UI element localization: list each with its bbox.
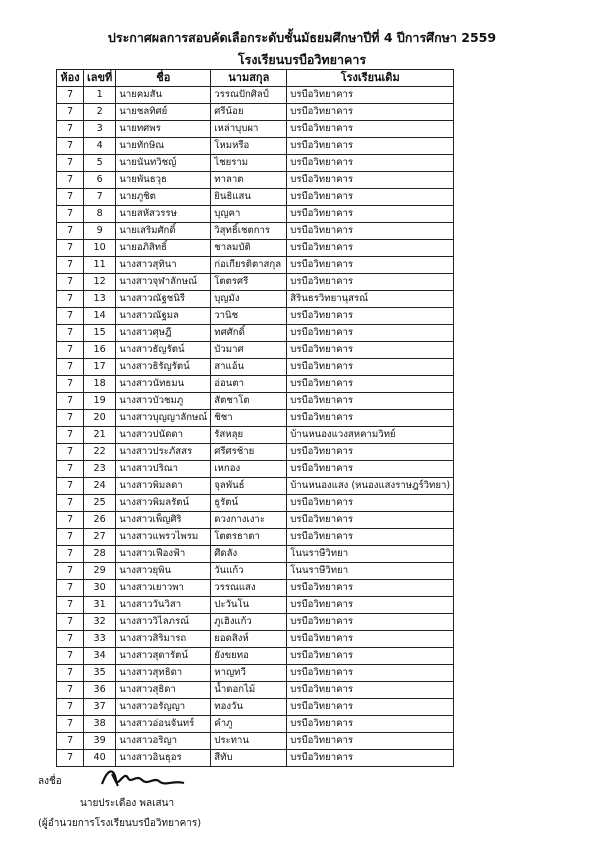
cell-room: 7: [57, 563, 84, 580]
cell-last-name: ทศศักดิ์: [211, 325, 287, 342]
cell-first-name: นางสาวศุษฎี: [116, 325, 211, 342]
cell-last-name: ศีดลัง: [211, 546, 287, 563]
cell-previous-school: บรบือวิทยาคาร: [287, 325, 454, 342]
cell-room: 7: [57, 512, 84, 529]
cell-last-name: ชิชา: [211, 410, 287, 427]
cell-number: 37: [84, 699, 116, 716]
cell-number: 31: [84, 597, 116, 614]
cell-first-name: นางสาวสิริมารถ: [116, 631, 211, 648]
table-row: [57, 495, 454, 512]
cell-previous-school: บรบือวิทยาคาร: [287, 257, 454, 274]
table-row: [57, 682, 454, 699]
cell-previous-school: บ้านหนองแวงสหคามวิทย์: [287, 427, 454, 444]
cell-room: 7: [57, 495, 84, 512]
cell-first-name: นางสาวธิรัญรัตน์: [116, 359, 211, 376]
cell-number: 40: [84, 750, 116, 767]
table-row: [57, 614, 454, 631]
cell-last-name: สาแอ้น: [211, 359, 287, 376]
cell-first-name: นายอภิสิทธิ์: [116, 240, 211, 257]
cell-last-name: สัตชาโต: [211, 393, 287, 410]
cell-last-name: โหมหรือ: [211, 138, 287, 155]
cell-last-name: ยินธิแสน: [211, 189, 287, 206]
cell-previous-school: โนนราษีวิทยา: [287, 546, 454, 563]
cell-room: 7: [57, 121, 84, 138]
cell-last-name: วรรณปักศิลป์: [211, 87, 287, 104]
cell-last-name: ก่อเกียรติตาสกุล: [211, 257, 287, 274]
table-row: [57, 716, 454, 733]
cell-previous-school: บรบือวิทยาคาร: [287, 189, 454, 206]
header-previous-school: โรงเรียนเดิม: [287, 70, 454, 87]
cell-number: 12: [84, 274, 116, 291]
cell-number: 27: [84, 529, 116, 546]
cell-room: 7: [57, 716, 84, 733]
cell-room: 7: [57, 189, 84, 206]
cell-first-name: นายนันทวิชญ์: [116, 155, 211, 172]
cell-previous-school: บรบือวิทยาคาร: [287, 87, 454, 104]
cell-room: 7: [57, 648, 84, 665]
cell-previous-school: บรบือวิทยาคาร: [287, 393, 454, 410]
cell-room: 7: [57, 699, 84, 716]
cell-last-name: หาญทวี: [211, 665, 287, 682]
cell-number: 29: [84, 563, 116, 580]
cell-previous-school: บรบือวิทยาคาร: [287, 580, 454, 597]
cell-last-name: วันแก้ว: [211, 563, 287, 580]
cell-number: 13: [84, 291, 116, 308]
cell-room: 7: [57, 733, 84, 750]
cell-room: 7: [57, 87, 84, 104]
cell-room: 7: [57, 631, 84, 648]
cell-previous-school: บรบือวิทยาคาร: [287, 206, 454, 223]
cell-room: 7: [57, 172, 84, 189]
cell-room: 7: [57, 665, 84, 682]
cell-first-name: นางสาวพิมลรัตน์: [116, 495, 211, 512]
cell-previous-school: โนนราษีวิทยา: [287, 563, 454, 580]
cell-last-name: ทาลาต: [211, 172, 287, 189]
table-row: [57, 155, 454, 172]
cell-number: 33: [84, 631, 116, 648]
cell-room: 7: [57, 546, 84, 563]
cell-previous-school: บรบือวิทยาคาร: [287, 308, 454, 325]
cell-first-name: นายชลทิศย์: [116, 104, 211, 121]
table-row: [57, 461, 454, 478]
cell-last-name: ปะวันโน: [211, 597, 287, 614]
table-row: [57, 529, 454, 546]
cell-first-name: นางสาวธัญรัตน์: [116, 342, 211, 359]
cell-previous-school: บรบือวิทยาคาร: [287, 733, 454, 750]
cell-first-name: นางสาวเยาวพา: [116, 580, 211, 597]
cell-room: 7: [57, 580, 84, 597]
cell-previous-school: บรบือวิทยาคาร: [287, 410, 454, 427]
header-first-name: ชื่อ: [116, 70, 211, 87]
cell-last-name: รัสหลุย: [211, 427, 287, 444]
cell-number: 24: [84, 478, 116, 495]
cell-number: 9: [84, 223, 116, 240]
cell-number: 32: [84, 614, 116, 631]
cell-room: 7: [57, 410, 84, 427]
table-row: [57, 325, 454, 342]
cell-previous-school: บรบือวิทยาคาร: [287, 648, 454, 665]
cell-room: 7: [57, 308, 84, 325]
cell-first-name: นายทศพร: [116, 121, 211, 138]
cell-number: 6: [84, 172, 116, 189]
cell-number: 20: [84, 410, 116, 427]
cell-first-name: นางสาวอ่อนจันทร์: [116, 716, 211, 733]
cell-number: 3: [84, 121, 116, 138]
cell-number: 18: [84, 376, 116, 393]
cell-previous-school: บรบือวิทยาคาร: [287, 529, 454, 546]
cell-last-name: บัวมาศ: [211, 342, 287, 359]
cell-room: 7: [57, 376, 84, 393]
cell-number: 39: [84, 733, 116, 750]
cell-number: 35: [84, 665, 116, 682]
cell-first-name: นางสาวสุทินา: [116, 257, 211, 274]
school-name-heading: โรงเรียนบรบือวิทยาคาร: [237, 52, 367, 67]
cell-last-name: เหกอง: [211, 461, 287, 478]
cell-number: 34: [84, 648, 116, 665]
cell-previous-school: บรบือวิทยาคาร: [287, 495, 454, 512]
cell-first-name: นางสาวอริญา: [116, 733, 211, 750]
cell-room: 7: [57, 614, 84, 631]
cell-first-name: นางสาวยุพิน: [116, 563, 211, 580]
cell-first-name: นายเสริมศักดิ์: [116, 223, 211, 240]
cell-number: 23: [84, 461, 116, 478]
cell-room: 7: [57, 223, 84, 240]
table-row: [57, 172, 454, 189]
table-row: [57, 121, 454, 138]
cell-previous-school: บรบือวิทยาคาร: [287, 223, 454, 240]
cell-number: 36: [84, 682, 116, 699]
cell-first-name: นางสาวบุญญาลักษณ์: [116, 410, 211, 427]
cell-number: 16: [84, 342, 116, 359]
table-row: [57, 427, 454, 444]
cell-room: 7: [57, 682, 84, 699]
cell-first-name: นางสาวปริณา: [116, 461, 211, 478]
table-row: [57, 291, 454, 308]
cell-last-name: ศรีศรช้าย: [211, 444, 287, 461]
cell-room: 7: [57, 461, 84, 478]
table-row: [57, 546, 454, 563]
cell-previous-school: บรบือวิทยาคาร: [287, 444, 454, 461]
cell-first-name: นายคมสัน: [116, 87, 211, 104]
signatory-name: นายประเดือง พลเสนา: [80, 798, 175, 809]
cell-number: 2: [84, 104, 116, 121]
cell-room: 7: [57, 155, 84, 172]
cell-previous-school: บรบือวิทยาคาร: [287, 172, 454, 189]
handwritten-signature: [98, 764, 188, 790]
cell-last-name: ทองวัน: [211, 699, 287, 716]
cell-first-name: นางสาวสุทธิดา: [116, 665, 211, 682]
cell-number: 4: [84, 138, 116, 155]
cell-number: 11: [84, 257, 116, 274]
cell-first-name: นางสาวเฟืองฟ้า: [116, 546, 211, 563]
cell-room: 7: [57, 444, 84, 461]
cell-first-name: นางสาวเพ็ญศิริ: [116, 512, 211, 529]
table-row: [57, 444, 454, 461]
page-title: ประกาศผลการสอบคัดเลือกระดับชั้นมัธยมศึกษาปีที่ 4 ปีการศึกษา 2559: [107, 30, 497, 45]
cell-previous-school: บรบือวิทยาคาร: [287, 155, 454, 172]
cell-room: 7: [57, 240, 84, 257]
cell-last-name: ยอดสิงห์: [211, 631, 287, 648]
cell-last-name: โตตรธาตา: [211, 529, 287, 546]
cell-first-name: นายภูชิต: [116, 189, 211, 206]
table-header-row: [57, 70, 454, 87]
cell-number: 38: [84, 716, 116, 733]
cell-first-name: นางสาวจุฬาลักษณ์: [116, 274, 211, 291]
cell-previous-school: บรบือวิทยาคาร: [287, 138, 454, 155]
cell-previous-school: บรบือวิทยาคาร: [287, 665, 454, 682]
table-row: [57, 393, 454, 410]
cell-first-name: นางสาวประภัสสร: [116, 444, 211, 461]
cell-previous-school: บรบือวิทยาคาร: [287, 699, 454, 716]
cell-previous-school: บรบือวิทยาคาร: [287, 750, 454, 767]
cell-last-name: จุลพันธ์: [211, 478, 287, 495]
cell-number: 25: [84, 495, 116, 512]
table-row: [57, 308, 454, 325]
cell-previous-school: บรบือวิทยาคาร: [287, 274, 454, 291]
cell-number: 28: [84, 546, 116, 563]
table-row: [57, 342, 454, 359]
cell-last-name: อ่อนตา: [211, 376, 287, 393]
cell-room: 7: [57, 427, 84, 444]
cell-number: 22: [84, 444, 116, 461]
cell-last-name: โตตรศรี: [211, 274, 287, 291]
cell-first-name: นางสาววันวิสา: [116, 597, 211, 614]
table-row: [57, 104, 454, 121]
table-row: [57, 699, 454, 716]
cell-room: 7: [57, 257, 84, 274]
cell-room: 7: [57, 104, 84, 121]
cell-first-name: นางสาววิไลภรณ์: [116, 614, 211, 631]
table-row: [57, 648, 454, 665]
cell-last-name: สีทับ: [211, 750, 287, 767]
cell-room: 7: [57, 206, 84, 223]
table-row: [57, 512, 454, 529]
table-row: [57, 257, 454, 274]
cell-first-name: นางสาวสุดารัตน์: [116, 648, 211, 665]
cell-room: 7: [57, 597, 84, 614]
table-row: [57, 240, 454, 257]
table-row: [57, 563, 454, 580]
cell-previous-school: บรบือวิทยาคาร: [287, 359, 454, 376]
table-row: [57, 733, 454, 750]
cell-room: 7: [57, 393, 84, 410]
cell-room: 7: [57, 342, 84, 359]
cell-room: 7: [57, 274, 84, 291]
cell-first-name: นางสาวอินธุอร: [116, 750, 211, 767]
cell-last-name: ศรีน้อย: [211, 104, 287, 121]
table-body: [57, 87, 454, 767]
cell-number: 8: [84, 206, 116, 223]
cell-first-name: นายพันธวุธ: [116, 172, 211, 189]
table-row: [57, 410, 454, 427]
table-row: [57, 597, 454, 614]
table-row: [57, 274, 454, 291]
cell-previous-school: บรบือวิทยาคาร: [287, 682, 454, 699]
cell-first-name: นางสาวบัวชมภู: [116, 393, 211, 410]
cell-first-name: นางสาวณัฐมล: [116, 308, 211, 325]
cell-number: 14: [84, 308, 116, 325]
cell-previous-school: บรบือวิทยาคาร: [287, 121, 454, 138]
cell-number: 26: [84, 512, 116, 529]
cell-number: 10: [84, 240, 116, 257]
cell-room: 7: [57, 478, 84, 495]
cell-number: 15: [84, 325, 116, 342]
cell-previous-school: บรบือวิทยาคาร: [287, 376, 454, 393]
table-row: [57, 189, 454, 206]
table-row: [57, 223, 454, 240]
cell-last-name: บุญคา: [211, 206, 287, 223]
cell-number: 5: [84, 155, 116, 172]
cell-last-name: บุญมัง: [211, 291, 287, 308]
cell-number: 30: [84, 580, 116, 597]
cell-room: 7: [57, 750, 84, 767]
cell-previous-school: บรบือวิทยาคาร: [287, 461, 454, 478]
cell-previous-school: บรบือวิทยาคาร: [287, 631, 454, 648]
table-row: [57, 359, 454, 376]
cell-number: 7: [84, 189, 116, 206]
cell-first-name: นางสาวสุธิดา: [116, 682, 211, 699]
cell-last-name: ดวงกางเงาะ: [211, 512, 287, 529]
table-row: [57, 631, 454, 648]
cell-room: 7: [57, 359, 84, 376]
results-table: [56, 69, 454, 767]
cell-last-name: เหล่าบุบผา: [211, 121, 287, 138]
cell-previous-school: บรบือวิทยาคาร: [287, 716, 454, 733]
table-row: [57, 580, 454, 597]
table-row: [57, 138, 454, 155]
cell-previous-school: สิรินธรวิทยานุสรณ์: [287, 291, 454, 308]
cell-last-name: ภูเฮิงแก้ว: [211, 614, 287, 631]
cell-last-name: ไชยราม: [211, 155, 287, 172]
cell-first-name: นางสาวพิมลดา: [116, 478, 211, 495]
table-row: [57, 376, 454, 393]
cell-number: 21: [84, 427, 116, 444]
cell-first-name: นายสหัสวรรษ: [116, 206, 211, 223]
signatory-position: (ผู้อำนวยการโรงเรียนบรบือวิทยาคาร): [38, 818, 202, 829]
table-row: [57, 665, 454, 682]
cell-last-name: ชาลมบัติ: [211, 240, 287, 257]
cell-last-name: ยังขยทอ: [211, 648, 287, 665]
cell-last-name: ประทาน: [211, 733, 287, 750]
cell-room: 7: [57, 138, 84, 155]
cell-last-name: วรรณแสง: [211, 580, 287, 597]
table-row: [57, 87, 454, 104]
cell-previous-school: บรบือวิทยาคาร: [287, 597, 454, 614]
cell-previous-school: บรบือวิทยาคาร: [287, 614, 454, 631]
cell-room: 7: [57, 291, 84, 308]
cell-first-name: นางสาวปนัดดา: [116, 427, 211, 444]
cell-previous-school: บรบือวิทยาคาร: [287, 240, 454, 257]
cell-number: 1: [84, 87, 116, 104]
cell-room: 7: [57, 325, 84, 342]
cell-last-name: วิสุทธิ์เชตการ: [211, 223, 287, 240]
cell-room: 7: [57, 529, 84, 546]
cell-first-name: นางสาวอรัญญา: [116, 699, 211, 716]
header-room: ห้อง: [57, 70, 84, 87]
cell-previous-school: บรบือวิทยาคาร: [287, 342, 454, 359]
cell-last-name: วานิช: [211, 308, 287, 325]
table-row: [57, 478, 454, 495]
header-last-name: นามสกุล: [211, 70, 287, 87]
cell-first-name: นายทักษิณ: [116, 138, 211, 155]
cell-first-name: นางสาวณัฐชนิรี: [116, 291, 211, 308]
cell-last-name: น้ำดอกไม้: [211, 682, 287, 699]
cell-previous-school: บรบือวิทยาคาร: [287, 512, 454, 529]
header-number: เลขที่: [84, 70, 116, 87]
signature-label: ลงชื่อ: [38, 776, 62, 787]
cell-first-name: นางสาวนัทธมน: [116, 376, 211, 393]
cell-number: 17: [84, 359, 116, 376]
cell-previous-school: บ้านหนองแสง (หนองแสงราษฎร์วิทยา): [287, 478, 454, 495]
cell-last-name: ธูรัตน์: [211, 495, 287, 512]
cell-previous-school: บรบือวิทยาคาร: [287, 104, 454, 121]
cell-number: 19: [84, 393, 116, 410]
cell-first-name: นางสาวแพรวไพรม: [116, 529, 211, 546]
cell-last-name: คำภู: [211, 716, 287, 733]
table-row: [57, 206, 454, 223]
